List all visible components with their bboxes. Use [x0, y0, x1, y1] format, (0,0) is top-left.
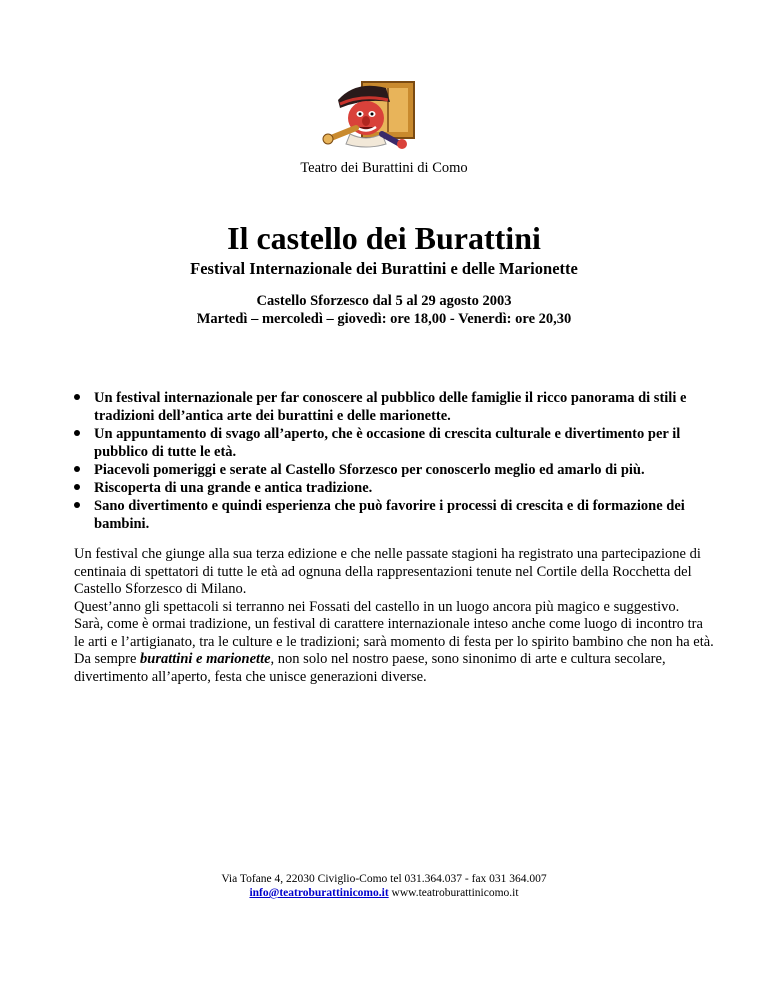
list-item	[74, 389, 714, 425]
footer	[0, 872, 768, 900]
footer-contacts	[0, 886, 768, 900]
paragraph: Sarà, come è ormai tradizione, un festival di carattere internazionale inteso anche come luogo di incontro tra le arti e l’artigianato, tra le culture e le tradizioni; sarà momento di festa per lo spirito bambino che non ha età.	[74, 616, 714, 650]
feature-list	[74, 389, 714, 533]
email-link[interactable]: info@teatroburattinicomo.it	[249, 887, 389, 899]
body-text	[74, 546, 714, 686]
list-item	[74, 425, 714, 461]
bullet-icon	[74, 394, 80, 400]
bullet-icon	[74, 484, 80, 490]
list-item	[74, 461, 714, 479]
event-dates	[0, 292, 768, 328]
website-text: www.teatroburattinicomo.it	[391, 887, 519, 899]
page-title: Il castello dei Burattini	[227, 220, 541, 256]
bullet-icon	[74, 430, 80, 436]
paragraph: Un festival che giunge alla sua terza edizione e che nelle passate stagioni ha registrato una partecipazione di centinaia di spettatori di tutte le età ad ognuna della rappresentazioni tenute nel Cortile della Rocchetta del Castello Sforzesco di Milano.	[74, 546, 701, 597]
list-item-text: Riscoperta di una grande e antica tradizione.	[94, 480, 373, 496]
emphasis-text: burattini e marionette	[140, 651, 271, 667]
footer-address: Via Tofane 4, 22030 Civiglio-Como tel 031.364.037 - fax 031 364.007	[221, 873, 547, 885]
list-item-text: Un festival internazionale per far conoscere al pubblico delle famiglie il ricco panorama di stili e tradizioni dell’antica arte dei burattini e delle marionette.	[94, 390, 687, 424]
list-item	[74, 497, 714, 533]
organization-name: Teatro dei Burattini di Como	[300, 160, 468, 176]
paragraph	[74, 651, 714, 686]
dates-line-2: Martedì – mercoledì – giovedì: ore 18,00 - Venerdì: ore 20,30	[196, 311, 572, 327]
bullet-icon	[74, 466, 80, 472]
page-subtitle: Festival Internazionale dei Burattini e delle Marionette	[190, 259, 578, 278]
list-item-text: Un appuntamento di svago all’aperto, che è occasione di crescita culturale e divertimento per il pubblico di tutte le età.	[94, 426, 681, 460]
paragraph: Quest’anno gli spettacoli si terranno nei Fossati del castello in un luogo ancora più magico e suggestivo.	[74, 598, 680, 615]
puppet-logo-icon	[316, 78, 434, 156]
paragraph-prefix: Da sempre	[74, 651, 141, 667]
paragraph-suffix: , non solo nel nostro paese, sono sinonimo di arte e cultura secolare, divertimento all’aperto, festa che unisce generazioni diverse.	[74, 651, 666, 685]
dates-line-1: Castello Sforzesco dal 5 al 29 agosto 2003	[256, 293, 512, 309]
list-item-text: Piacevoli pomeriggi e serate al Castello Sforzesco per conoscerlo meglio ed amarlo di più.	[94, 462, 645, 478]
list-item-text: Sano divertimento e quindi esperienza che può favorire i processi di crescita e di formazione dei bambini.	[94, 498, 685, 532]
bullet-icon	[74, 502, 80, 508]
list-item	[74, 479, 714, 497]
